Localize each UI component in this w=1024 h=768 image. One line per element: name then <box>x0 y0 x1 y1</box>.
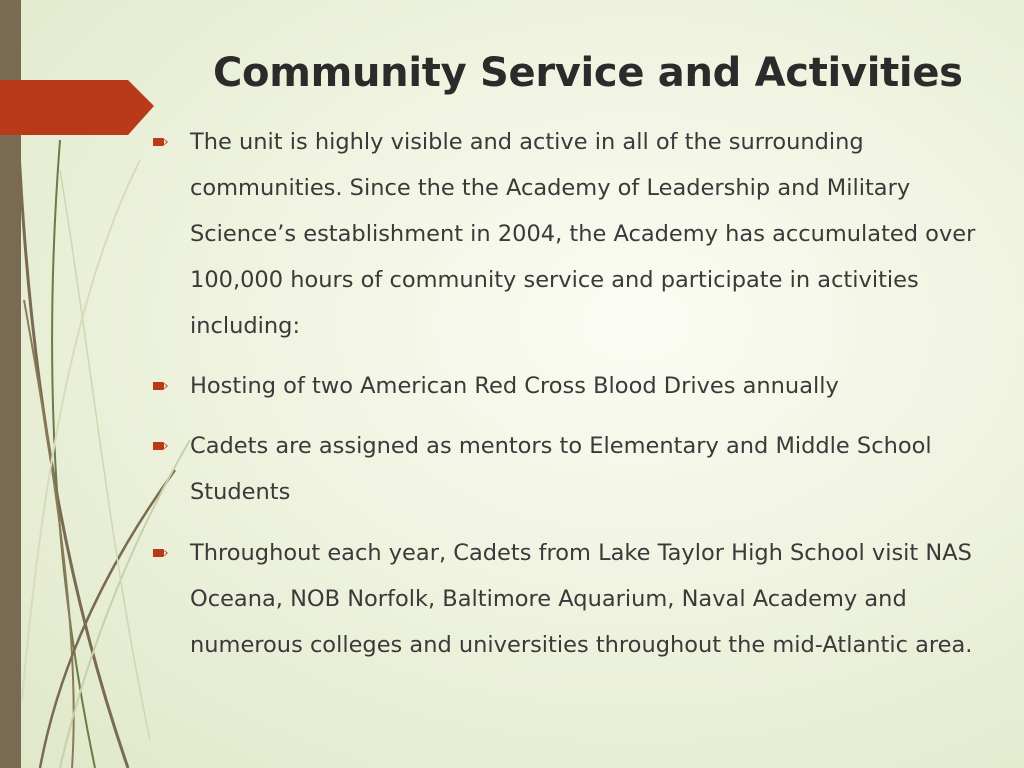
pencil-arrow-icon <box>153 440 169 452</box>
bullet-item <box>190 530 1008 668</box>
bullet-item <box>190 363 1008 409</box>
bullet-text: Throughout each year, Cadets from Lake Taylor High School visit NAS Oceana, NOB Norfolk, Baltimore Aquarium, Naval Academy and numerous colleges and universities throughout the mid-Atlantic area. <box>190 540 973 658</box>
pencil-arrow-icon <box>153 380 169 392</box>
page-title: Community Service and Activities <box>213 50 963 96</box>
bullet-item <box>190 423 1008 515</box>
bullet-text: The unit is highly visible and active in all of the surrounding communities. Since the the Academy of Leadership and Military Science’s establishment in 2004, the Academy has accumulated over 100,000 hours of community service and participate in activities including: <box>190 129 976 339</box>
pencil-arrow-icon <box>153 547 169 559</box>
bullet-text: Cadets are assigned as mentors to Elementary and Middle School Students <box>190 433 932 505</box>
bullet-text: Hosting of two American Red Cross Blood Drives annually <box>190 373 839 399</box>
bullet-item <box>190 119 1008 349</box>
pencil-arrow-icon <box>153 136 169 148</box>
